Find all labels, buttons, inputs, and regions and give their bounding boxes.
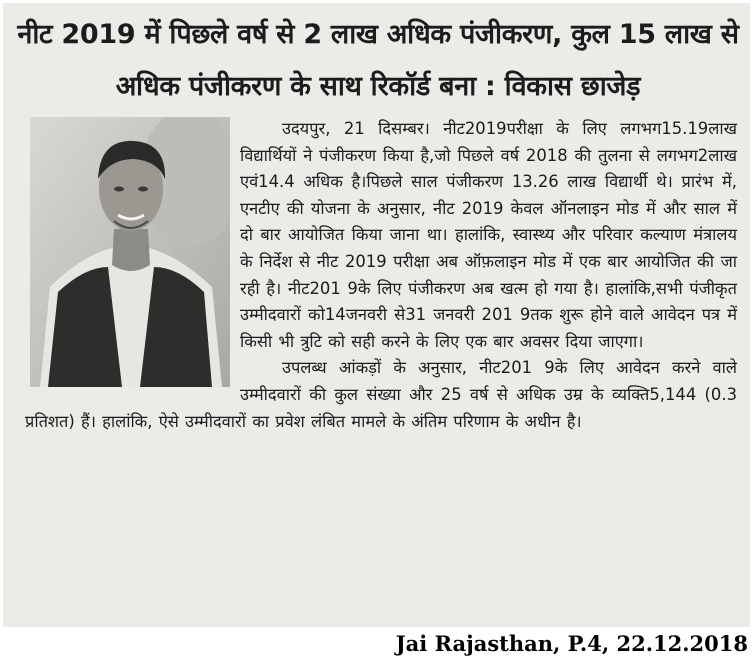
article-body — [25, 116, 737, 435]
headline: नीट 2019 में पिछले वर्ष से 2 लाख अधिक पंजीकरण, कुल 15 लाख से अधिक पंजीकरण के साथ रिकॉर्ड बना : विकास छाजेड़ — [17, 19, 739, 102]
article-paragraph: उपलब्ध आंकड़ों के अनुसार, नीट201 9के लिए आवेदन करने वाले उम्मीदवारों की कुल संख्या और 25 वर्ष से अधिक उम्र के व्यक्ति5,144 (0.3 प्रतिशत) हैं। हालांकि, ऐसे उम्मीदवारों का प्रवेश लंबित मामले के अंतिम परिणाम के अधीन है। — [25, 358, 737, 431]
article-paragraph: उदयपुर, 21 दिसम्बर। नीट2019परीक्षा के लिए लगभग15.19लाख विद्यार्थियों ने पंजीकरण किया है,जो पिछले वर्ष 2018 की तुलना से लगभग2लाख एवं14.4 अधिक है।पिछले साल पंजीकरण 13.26 लाख विद्यार्थी थे। प्रारंभ में, एनटीए की योजना के अनुसार, नीट 2019 केवल ऑनलाइन मोड में और साल में दो बार आयोजित किया जाना था। हालांकि, स्वास्थ्य और परिवार कल्याण मंत्रालय के निर्देश से नीट 2019 परीक्षा अब ऑफ़लाइन मोड में एक बार आयोजित की जा रही है। नीट201 9के लिए पंजीकरण अब खत्म हो गया है। हालांकि,सभी पंजीकृत उम्मीदवारों को14जनवरी से31 जनवरी 201 9तक शुरू होने वाले आवेदन पत्र में किसी भी त्रुटि को सही करने के लिए एक बार अवसर दिया जाएगा। — [240, 119, 737, 351]
photo-spacer — [25, 116, 240, 382]
source-caption: Jai Rajasthan, P.4, 22.12.2018 — [395, 631, 748, 656]
newspaper-clipping — [3, 3, 750, 627]
